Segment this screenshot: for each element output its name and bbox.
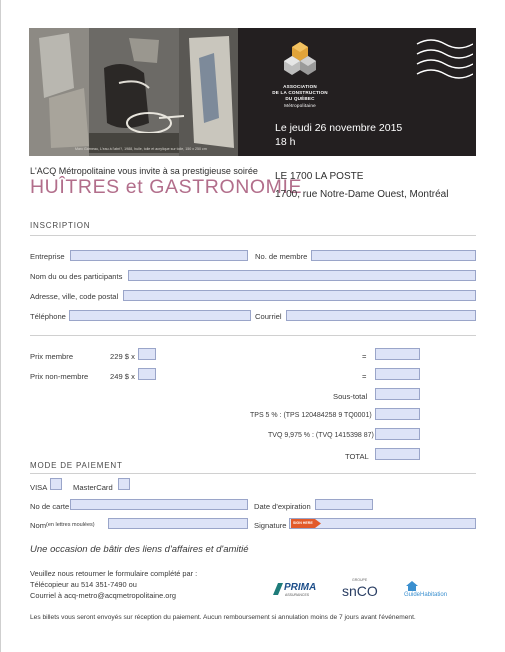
membre-total-field[interactable] — [375, 348, 420, 360]
no-carte-field[interactable] — [70, 499, 248, 510]
sign-here-text: SIGN HERE — [293, 521, 313, 525]
total-field[interactable] — [375, 448, 420, 460]
event-headline: HUÎTRES et GASTRONOMIE — [30, 176, 303, 198]
venue-address: 1700, rue Notre-Dame Ouest, Montréal — [275, 189, 449, 200]
invite-text: L'ACQ Métropolitaine vous invite à sa prestigieuse soirée — [30, 166, 258, 176]
tvq-field[interactable] — [375, 428, 420, 440]
acq-logo-icon — [280, 40, 320, 80]
expiration-field[interactable] — [315, 499, 373, 510]
notice-text: Les billets vous seront envoyés sur réception du paiement. Aucun remboursement si annulation moins de 7 jours avant l'événement. — [30, 614, 416, 621]
adresse-label: Adresse, ville, code postal — [30, 292, 119, 301]
non-membre-total-field[interactable] — [375, 368, 420, 380]
house-icon — [406, 581, 418, 591]
prix-membre-amount: 229 $ x — [110, 352, 135, 361]
telephone-label: Téléphone — [30, 312, 66, 321]
sinco-top: GROUPE — [352, 578, 368, 582]
sinco-name: snCO — [342, 583, 378, 599]
total-label: TOTAL — [345, 452, 369, 461]
nom-hint: (en lettres moulées) — [46, 522, 95, 528]
courriel-field[interactable] — [286, 310, 476, 321]
header-banner — [29, 28, 476, 156]
courriel-label: Courriel — [255, 312, 282, 321]
visa-label: VISA — [30, 483, 48, 492]
divider — [30, 473, 476, 474]
equals-sign: = — [362, 352, 367, 361]
return-line3: Courriel à acq-metro@acqmetropolitaine.org — [30, 591, 176, 600]
return-line1: Veuillez nous retourner le formulaire complété par : — [30, 569, 198, 578]
adresse-field[interactable] — [123, 290, 476, 301]
logo-text-line2: DE LA CONSTRUCTION — [272, 90, 328, 95]
nom-label: Nom — [30, 521, 47, 530]
qty-non-membre-field[interactable] — [138, 368, 156, 380]
tvq-label: TVQ 9,975 % : (TVQ 1415398 87) — [268, 432, 374, 439]
no-membre-field[interactable] — [311, 250, 476, 261]
signature-label: Signature — [254, 521, 287, 530]
tps-field[interactable] — [375, 408, 420, 420]
expiration-label: Date d'expiration — [254, 502, 311, 511]
postmark-lines-icon — [415, 36, 473, 82]
participants-field[interactable] — [128, 270, 476, 281]
mastercard-label: MasterCard — [73, 483, 113, 492]
telephone-field[interactable] — [69, 310, 251, 321]
prima-name: PRIMA — [284, 582, 317, 593]
no-membre-label: No. de membre — [255, 252, 308, 261]
logo-text-line4: Métropolitaine — [284, 103, 316, 108]
prima-logo — [273, 582, 331, 598]
participants-label: Nom du ou des participants — [30, 272, 123, 281]
prima-sub: ASSURANCES — [285, 593, 310, 597]
inscription-heading: INSCRIPTION — [30, 221, 91, 230]
event-date: Le jeudi 26 novembre 2015 — [275, 122, 403, 134]
tps-label: TPS 5 % : (TPS 120484258 9 TQ0001) — [250, 412, 372, 419]
payment-heading: MODE DE PAIEMENT — [30, 461, 123, 470]
sous-total-label: Sous-total — [333, 392, 368, 401]
entreprise-label: Entreprise — [30, 252, 65, 261]
painting-caption: Marc Garneau, L'eau à l'abri?, 1988, huile, toile et acrylique sur toile, 150 x 250 cm — [75, 147, 207, 151]
logo-text-line3: DU QUÉBEC — [285, 96, 315, 101]
sinco-logo — [342, 578, 386, 600]
event-time: 18 h — [275, 136, 296, 148]
painting-image — [29, 28, 238, 156]
divider — [30, 235, 476, 236]
tagline: Une occasion de bâtir des liens d'affaires et d'amitié — [30, 544, 249, 555]
entreprise-field[interactable] — [70, 250, 248, 261]
mastercard-checkbox[interactable] — [118, 478, 130, 490]
return-line2: Télécopieur au 514 351-7490 ou — [30, 580, 137, 589]
nom-field[interactable] — [108, 518, 248, 529]
guidehabitation-logo — [404, 581, 462, 601]
sous-total-field[interactable] — [375, 388, 420, 400]
guidehabitation-name: GuideHabitation — [404, 592, 448, 598]
prix-non-membre-label: Prix non-membre — [30, 372, 89, 381]
visa-checkbox[interactable] — [50, 478, 62, 490]
prima-mark-icon — [273, 583, 283, 595]
divider — [30, 335, 476, 336]
venue-name: LE 1700 LA POSTE — [275, 171, 364, 182]
prix-membre-label: Prix membre — [30, 352, 74, 361]
logo-text-line1: ASSOCIATION — [283, 84, 317, 89]
page-edge — [0, 0, 5, 652]
qty-membre-field[interactable] — [138, 348, 156, 360]
prix-non-membre-amount: 249 $ x — [110, 372, 135, 381]
equals-sign: = — [362, 372, 367, 381]
no-carte-label: No de carte — [30, 502, 70, 511]
